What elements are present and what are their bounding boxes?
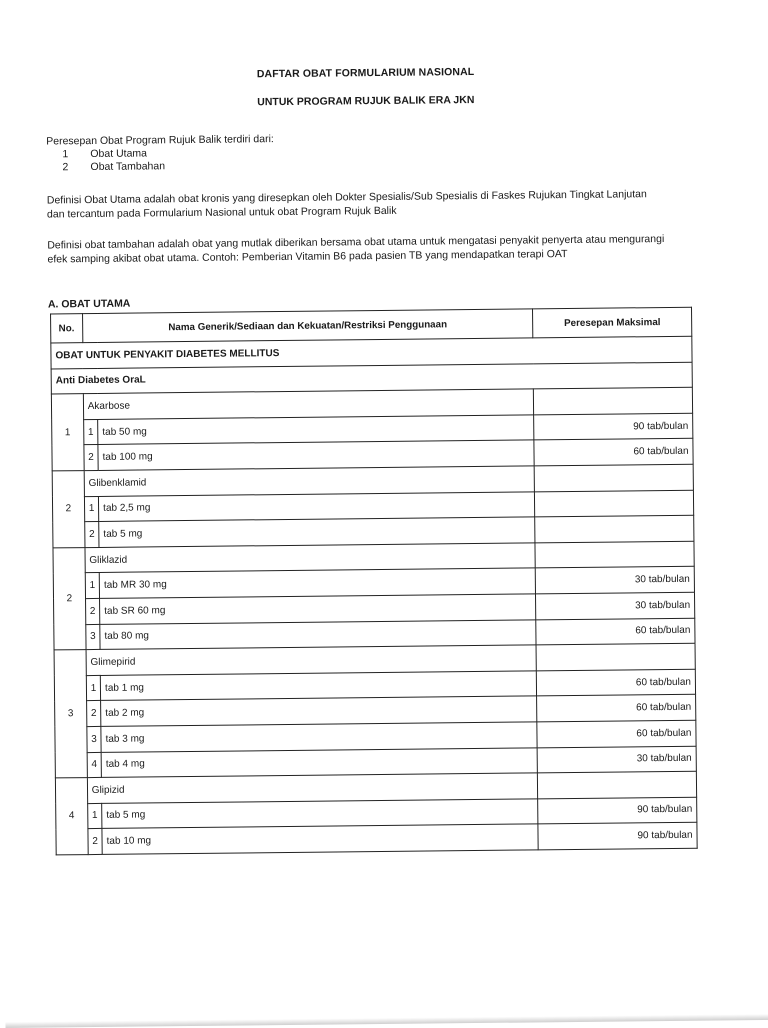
max-prescription: 60 tab/bulan [536,618,695,645]
definition-line: efek samping akibat obat utama. Contoh: Pemberian Vitamin B6 pada pasien TB yang mendapatkan terapi OAT [47,247,568,265]
dosage-form: tab 10 mg [102,824,538,854]
max-prescription: 30 tab/bulan [537,746,696,773]
intro-list-item [46,159,274,174]
drug-max-empty [538,771,697,798]
drug-number: 2 [53,547,86,650]
max-prescription: 60 tab/bulan [537,720,696,747]
intro-list [46,146,274,174]
max-prescription: 60 tab/bulan [537,669,696,696]
dosage-number: 1 [87,803,102,829]
drug-name: Gliklazid [85,543,536,573]
max-prescription: 60 tab/bulan [534,439,693,466]
dosage-number: 2 [84,522,99,548]
intro-text: Peresepan Obat Program Rujuk Balik terdiri dari: [46,133,274,148]
definition-line: dan tercantum pada Formularium Nasional untuk obat Program Rujuk Balik [46,204,397,220]
drug-max-empty [535,541,694,568]
max-prescription [535,515,694,542]
section-heading: A. OBAT UTAMA [47,297,131,311]
dosage-number: 2 [88,829,103,855]
dosage-form: tab 50 mg [98,415,534,445]
definition-obat-tambahan [47,233,707,267]
dosage-number: 2 [85,598,100,624]
drug-max-empty [536,643,695,670]
dosage-form: tab 5 mg [99,517,535,547]
drug-number: 2 [52,471,85,548]
dosage-form: tab 2 mg [101,696,537,726]
dosage-form: tab SR 60 mg [100,594,536,624]
dosage-number: 1 [83,419,98,445]
intro-list-number: 2 [62,161,69,174]
drug-name: Akarbose [83,389,534,419]
scan-edge [5,1014,768,1028]
dosage-form: tab MR 30 mg [99,568,535,598]
drug-max-empty [534,464,693,491]
intro-list-label: Obat Utama [90,147,148,161]
drug-name: Glimepirid [86,645,537,675]
document-subtitle: UNTUK PROGRAM RUJUK BALIK ERA JKN [257,93,475,109]
definition-line: Definisi Obat Utama adalah obat kronis yang diresepkan oleh Dokter Spesialis/Sub Spesialis di Faskes Rujukan Tingkat Lanjutan [46,188,647,207]
drug-table [50,307,698,856]
dosage-form: tab 5 mg [102,799,538,829]
definition-obat-utama [47,188,707,222]
dosage-form: tab 100 mg [98,440,534,470]
group-label: OBAT UNTUK PENYAKIT DIABETES MELLITUS [51,336,692,368]
dosage-form: tab 1 mg [100,671,536,701]
intro-list-label: Obat Tambahan [90,160,166,174]
max-prescription: 60 tab/bulan [537,695,696,722]
drug-name: Glibenklamid [84,466,535,496]
dosage-number: 2 [84,445,99,471]
dosage-form: tab 4 mg [101,747,537,777]
drug-max-empty [534,387,693,414]
definition-line: Definisi obat tambahan adalah obat yang mutlak diberikan bersama obat utama untuk mengatasi penyakit penyerta atau mengurangi [47,233,665,252]
dosage-form: tab 80 mg [100,619,536,649]
header-name: Nama Generik/Sediaan dan Kekuatan/Restriksi Penggunaan [82,309,533,343]
dosage-number: 2 [86,701,101,727]
dosage-number: 3 [87,726,102,752]
dosage-number: 1 [85,573,100,599]
subgroup-label: Anti Diabetes OraL [51,362,692,394]
max-prescription: 30 tab/bulan [535,567,694,594]
dosage-number: 3 [86,624,101,650]
dosage-form: tab 2,5 mg [99,491,535,521]
dosage-number: 1 [84,496,99,522]
max-prescription: 90 tab/bulan [538,822,697,849]
header-max: Peresepan Maksimal [533,307,692,338]
dosage-number: 4 [87,752,102,778]
max-prescription: 30 tab/bulan [536,592,695,619]
header-no: No. [51,314,83,343]
max-prescription [535,490,694,517]
dosage-row [56,822,697,854]
dosage-number: 1 [86,675,101,701]
drug-name: Glipizid [87,773,538,803]
max-prescription: 90 tab/bulan [538,797,697,824]
drug-number: 3 [54,650,87,778]
document-title: DAFTAR OBAT FORMULARIUM NASIONAL [256,65,475,81]
intro-list-number: 1 [62,148,69,161]
intro-block [46,133,274,174]
drug-number: 1 [51,394,84,471]
dosage-form: tab 3 mg [101,722,537,752]
max-prescription: 90 tab/bulan [534,413,693,440]
drug-number: 4 [55,778,88,855]
